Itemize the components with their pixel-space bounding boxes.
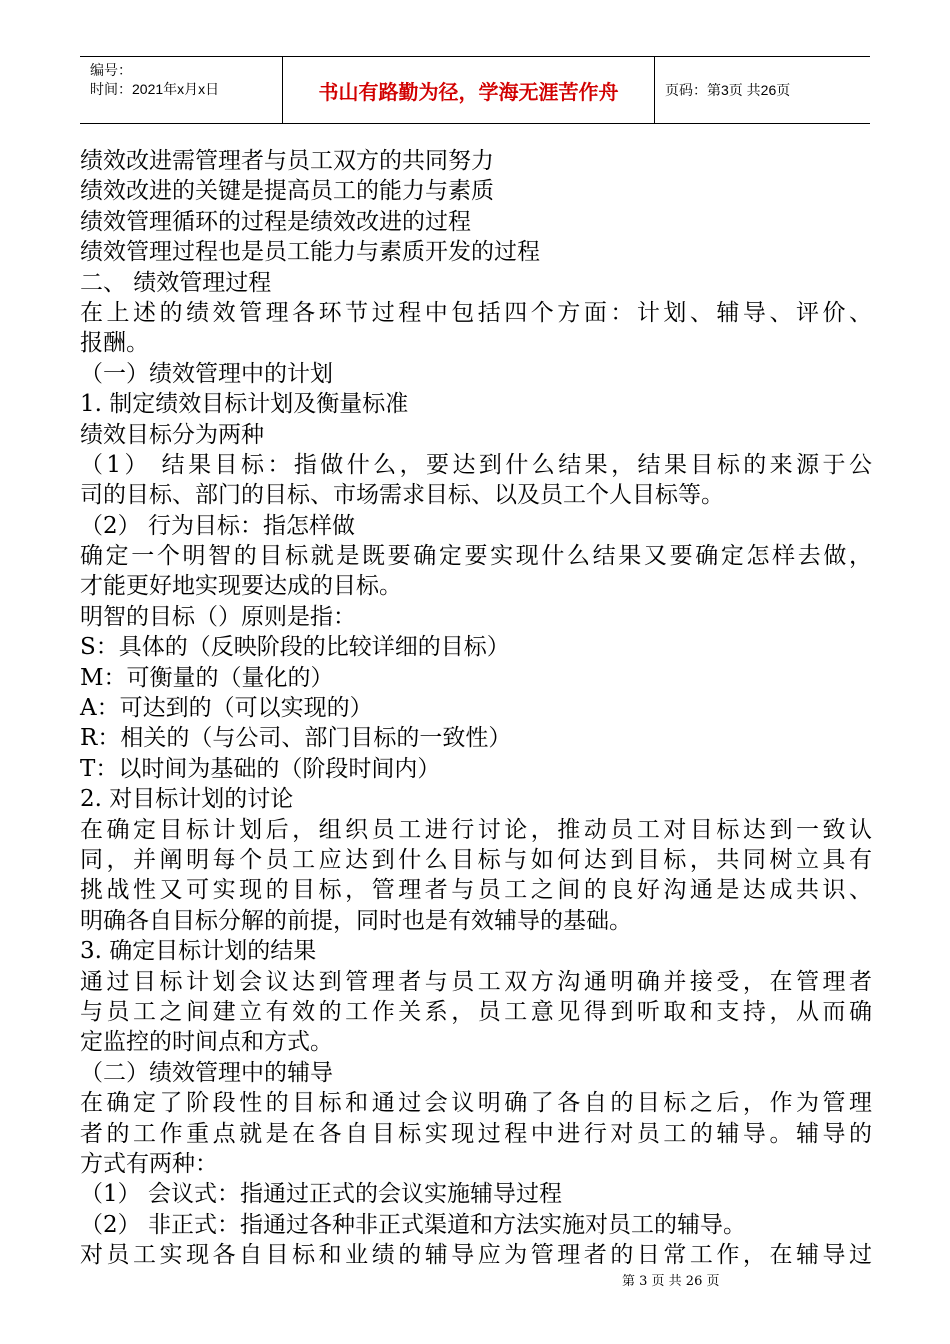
text-line: 绩效目标分为两种 [80,421,264,448]
text-line: S：具体的（反映阶段的比较详细的目标） [80,634,510,661]
text-line: 绩效管理过程也是员工能力与素质开发的过程 [80,239,540,266]
text-line: 1. 制定绩效目标计划及衡量标准 [80,391,409,418]
header-meta [80,57,282,123]
page-header [80,56,870,124]
text-line: （1） 结果目标：指做什么，要达到什么结果，结果目标的来源于公 [80,451,872,478]
text-line: 才能更好地实现要达成的目标。 [80,573,402,600]
header-motto: 书山有路勤为径，学海无涯苦作舟 [282,57,655,123]
text-line: 司的目标、部门的目标、市场需求目标、以及员工个人目标等。 [80,482,724,509]
text-line: （2） 非正式：指通过各种非正式渠道和方法实施对员工的辅导。 [80,1211,746,1238]
number-label: 编号： [90,62,132,78]
text-line: 3. 确定目标计划的结果 [80,938,317,965]
text-line: 同，并阐明每个员工应达到什么目标与如何达到目标，共同树立具有 [80,846,872,873]
text-line: （一）绩效管理中的计划 [80,360,333,387]
text-line: 绩效改进需管理者与员工双方的共同努力 [80,148,494,174]
text-line: T：以时间为基础的（阶段时间内） [80,755,441,782]
text-line: 在上述的绩效管理各环节过程中包括四个方面：计划、辅导、评价、 [80,299,872,326]
text-line: 报酬。 [80,330,149,357]
text-line: 通过目标计划会议达到管理者与员工双方沟通明确并接受，在管理者 [80,968,872,995]
text-line: （2） 行为目标：指怎样做 [80,512,355,539]
text-line: 在确定目标计划后，组织员工进行讨论，推动员工对目标达到一致认 [80,816,872,843]
header-page-info: 页码：第3页 共26页 [665,82,791,98]
text-line: 挑战性又可实现的目标，管理者与员工之间的良好沟通是达成共识、 [80,877,872,904]
text-line: M：可衡量的（量化的） [80,664,334,691]
text-line: R：相关的（与公司、部门目标的一致性） [80,725,512,752]
text-line: 者的工作重点就是在各自目标实现过程中进行对员工的辅导。辅导的 [80,1120,872,1147]
text-line: 确定一个明智的目标就是既要确定要实现什么结果又要确定怎样去做， [80,543,872,570]
text-line: 明智的目标（）原则是指： [80,603,356,630]
page-footer: 第 3 页 共 26 页 [622,1274,720,1289]
text-line: A：可达到的（可以实现的） [80,695,373,722]
text-line: 定监控的时间点和方式。 [80,1029,333,1056]
text-line: 对员工实现各自目标和业绩的辅导应为管理者的日常工作，在辅导过 [80,1242,872,1269]
text-line: 方式有两种： [80,1150,218,1177]
text-line: 明确各自目标分解的前提，同时也是有效辅导的基础。 [80,907,632,934]
text-line: 绩效管理循环的过程是绩效改进的过程 [80,208,471,235]
text-line: 2. 对目标计划的讨论 [80,786,294,813]
text-line: （1） 会议式：指通过正式的会议实施辅导过程 [80,1181,562,1208]
text-line: （二）绩效管理中的辅导 [80,1059,333,1086]
document-body [80,146,872,1270]
time-label: 时间：2021年x月x日 [90,81,220,97]
text-line: 绩效改进的关键是提高员工的能力与素质 [80,178,494,205]
text-line: 在确定了阶段性的目标和通过会议明确了各自的目标之后，作为管理 [80,1090,872,1117]
text-line: 与员工之间建立有效的工作关系，员工意见得到听取和支持，从而确 [80,998,872,1025]
text-line: 二、 绩效管理过程 [80,269,272,296]
